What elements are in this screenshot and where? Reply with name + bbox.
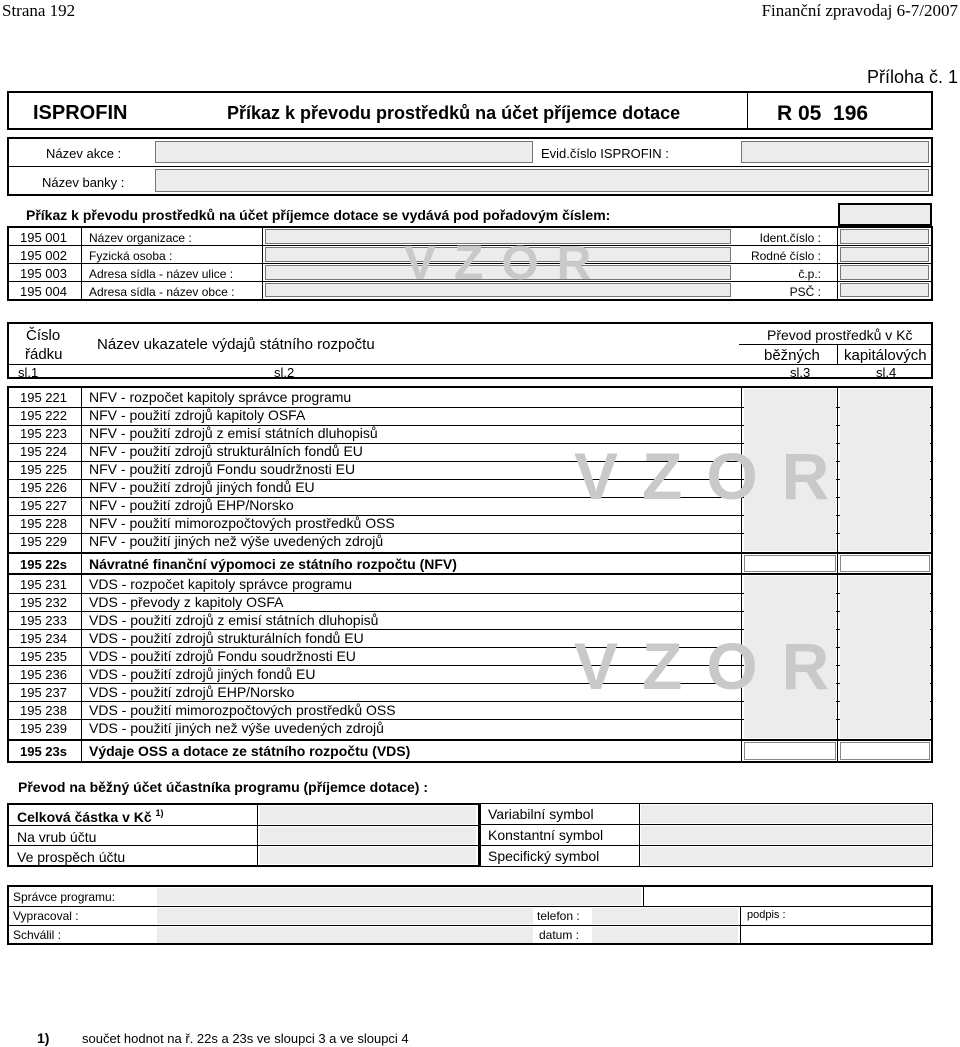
vds-code-5: 195 235 bbox=[20, 649, 67, 664]
vds-label-1: VDS - rozpočet kapitoly správce programu bbox=[89, 576, 352, 592]
vds-label-5: VDS - použití zdrojů Fondu soudržnosti EU bbox=[89, 648, 356, 664]
form-code: R 05 196 bbox=[777, 102, 869, 125]
evid-number-input[interactable] bbox=[741, 141, 929, 163]
nfv-label-4: NFV - použití zdrojů strukturálních fondů EU bbox=[89, 443, 363, 459]
signature-area[interactable] bbox=[741, 907, 929, 943]
watermark-vzor-1: VZOR bbox=[404, 237, 610, 290]
transfer-header: Převod prostředků v Kč bbox=[767, 327, 913, 343]
phone-input[interactable] bbox=[592, 908, 738, 924]
action-name-label: Název akce : bbox=[46, 146, 122, 161]
journal-title: Finanční zpravodaj 6-7/2007 bbox=[761, 1, 958, 20]
nfv-capital-inputs[interactable] bbox=[840, 389, 930, 551]
order-label-2: Fyzická osoba : bbox=[89, 249, 173, 263]
footnote-mark: 1) bbox=[37, 1030, 50, 1046]
current-header: běžných bbox=[764, 347, 820, 364]
vds-code-3: 195 233 bbox=[20, 613, 67, 628]
title-bar bbox=[7, 91, 933, 130]
table-header bbox=[7, 322, 933, 379]
order-right-3: č.p.: bbox=[798, 267, 821, 281]
order-label-3: Adresa sídla - název ulice : bbox=[89, 267, 234, 281]
col1-header: sl.1 bbox=[18, 365, 39, 380]
vds-label-4: VDS - použití zdrojů strukturálních fondů EU bbox=[89, 630, 364, 646]
watermark-vzor-2: VZOR bbox=[574, 439, 854, 513]
vds-code-4: 195 234 bbox=[20, 631, 67, 646]
nfv-label-8: NFV - použití mimorozpočtových prostředků OSS bbox=[89, 515, 395, 531]
watermark-vzor-3: VZOR bbox=[574, 629, 854, 703]
vds-code-6: 195 236 bbox=[20, 667, 67, 682]
variable-symbol-input[interactable] bbox=[641, 805, 931, 823]
indicator-header: Název ukazatele výdajů státního rozpočtu bbox=[97, 336, 375, 353]
program-manager-extra[interactable] bbox=[643, 887, 930, 906]
debit-account-label: Na vrub účtu bbox=[17, 829, 97, 845]
nfv-sum-current[interactable] bbox=[744, 555, 836, 572]
evid-number-label: Evid.číslo ISPROFIN : bbox=[541, 146, 669, 161]
order-code-3: 195 003 bbox=[20, 266, 67, 281]
nfv-sum-label: Návratné finanční výpomoci ze státního rozpočtu (NFV) bbox=[89, 556, 457, 572]
total-amount-label bbox=[17, 809, 164, 824]
prepared-by-input[interactable] bbox=[157, 908, 533, 924]
prepared-by-label: Vypracoval : bbox=[13, 909, 79, 923]
signature-label: podpis : bbox=[747, 909, 786, 921]
row-number-header-2: řádku bbox=[25, 346, 63, 363]
col4-header: sl.4 bbox=[876, 365, 897, 380]
order-label-4: Adresa sídla - název obce : bbox=[89, 285, 235, 299]
action-bank-box bbox=[7, 137, 933, 196]
row-number-header-1: Číslo bbox=[26, 327, 61, 344]
variable-symbol-label: Variabilní symbol bbox=[488, 806, 594, 822]
vds-label-3: VDS - použití zdrojů z emisí státních dluhopisů bbox=[89, 612, 379, 628]
vds-code-9: 195 239 bbox=[20, 721, 67, 736]
nfv-code-1: 195 221 bbox=[20, 390, 67, 405]
nfv-label-2: NFV - použití zdrojů kapitoly OSFA bbox=[89, 407, 306, 423]
order-heading: Příkaz k převodu prostředků na účet příjemce dotace se vydává pod pořadovým číslem: bbox=[26, 207, 611, 223]
program-manager-input[interactable] bbox=[157, 888, 641, 905]
nfv-label-5: NFV - použití zdrojů Fondu soudržnosti EU bbox=[89, 461, 356, 477]
footnote-text: součet hodnot na ř. 22s a 23s ve sloupci 3 a ve sloupci 4 bbox=[82, 1031, 409, 1046]
vds-label-8: VDS - použití mimorozpočtových prostředků OSS bbox=[89, 702, 396, 718]
order-label-1: Název organizace : bbox=[89, 231, 192, 245]
debit-account-input[interactable] bbox=[260, 827, 476, 844]
data-table bbox=[7, 386, 933, 763]
house-number-input[interactable] bbox=[840, 265, 929, 280]
birth-number-input[interactable] bbox=[840, 247, 929, 262]
action-name-input[interactable] bbox=[155, 141, 533, 163]
nfv-code-5: 195 225 bbox=[20, 462, 67, 477]
order-code-4: 195 004 bbox=[20, 284, 67, 299]
attachment-label: Příloha č. 1 bbox=[866, 67, 958, 87]
order-number-input[interactable] bbox=[838, 203, 932, 226]
zip-input[interactable] bbox=[840, 283, 929, 297]
approved-by-label: Schválil : bbox=[13, 928, 62, 942]
nfv-label-7: NFV - použití zdrojů EHP/Norsko bbox=[89, 497, 294, 513]
total-amount-input[interactable] bbox=[260, 806, 476, 824]
vds-capital-inputs[interactable] bbox=[840, 576, 930, 738]
nfv-code-7: 195 227 bbox=[20, 498, 67, 513]
col2-header: sl.2 bbox=[274, 365, 295, 380]
vds-label-9: VDS - použití jiných než výše uvedených zdrojů bbox=[89, 720, 384, 736]
vds-label-2: VDS - převody z kapitoly OSFA bbox=[89, 594, 284, 610]
vds-sum-current[interactable] bbox=[744, 742, 836, 760]
constant-symbol-input[interactable] bbox=[641, 826, 931, 844]
transfer-heading: Převod na běžný účet účastníka programu (příjemce dotace) : bbox=[18, 779, 428, 795]
credit-account-label: Ve prospěch účtu bbox=[17, 849, 126, 865]
ident-input[interactable] bbox=[840, 229, 929, 244]
vds-label-7: VDS - použití zdrojů EHP/Norsko bbox=[89, 684, 295, 700]
vds-code-7: 195 237 bbox=[20, 685, 67, 700]
nfv-label-3: NFV - použití zdrojů z emisí státních dluhopisů bbox=[89, 425, 378, 441]
capital-header: kapitálových bbox=[844, 347, 927, 364]
vds-code-2: 195 232 bbox=[20, 595, 67, 610]
order-code-1: 195 001 bbox=[20, 230, 67, 245]
total-amount-note: 1) bbox=[155, 808, 164, 818]
specific-symbol-input[interactable] bbox=[641, 847, 931, 865]
order-right-2: Rodné číslo : bbox=[750, 249, 821, 263]
page-number: Strana 192 bbox=[2, 1, 76, 20]
phone-label: telefon : bbox=[537, 909, 580, 923]
vds-code-1: 195 231 bbox=[20, 577, 67, 592]
order-right-1: Ident.číslo : bbox=[759, 231, 821, 245]
vds-sum-code: 195 23s bbox=[20, 744, 67, 759]
approved-by-input[interactable] bbox=[157, 927, 533, 943]
nfv-sum-capital[interactable] bbox=[840, 555, 930, 572]
nfv-sum-code: 195 22s bbox=[20, 557, 67, 572]
form-title: Příkaz k převodu prostředků na účet příjemce dotace bbox=[227, 103, 681, 123]
nfv-code-8: 195 228 bbox=[20, 516, 67, 531]
transfer-left-box bbox=[7, 803, 480, 867]
total-amount-text: Celková částka v Kč bbox=[17, 809, 152, 825]
nfv-code-3: 195 223 bbox=[20, 426, 67, 441]
program-manager-label: Správce programu: bbox=[13, 890, 116, 904]
date-label: datum : bbox=[539, 928, 580, 942]
order-right-4: PSČ : bbox=[789, 285, 821, 299]
nfv-code-2: 195 222 bbox=[20, 408, 67, 423]
admin-box bbox=[7, 885, 933, 945]
transfer-right-box bbox=[480, 803, 933, 867]
date-input[interactable] bbox=[592, 927, 738, 943]
nfv-label-9: NFV - použití jiných než výše uvedených zdrojů bbox=[89, 533, 384, 549]
order-box bbox=[7, 226, 933, 301]
credit-account-input[interactable] bbox=[260, 847, 476, 864]
col3-header: sl.3 bbox=[790, 365, 811, 380]
system-name: ISPROFIN bbox=[33, 102, 128, 124]
vds-code-8: 195 238 bbox=[20, 703, 67, 718]
nfv-code-6: 195 226 bbox=[20, 480, 67, 495]
specific-symbol-label: Specifický symbol bbox=[488, 848, 600, 864]
nfv-label-6: NFV - použití zdrojů jiných fondů EU bbox=[89, 479, 315, 495]
constant-symbol-label: Konstantní symbol bbox=[488, 827, 604, 843]
vds-label-6: VDS - použití zdrojů jiných fondů EU bbox=[89, 666, 316, 682]
nfv-code-4: 195 224 bbox=[20, 444, 67, 459]
order-code-2: 195 002 bbox=[20, 248, 67, 263]
bank-name-input[interactable] bbox=[155, 169, 929, 192]
nfv-label-1: NFV - rozpočet kapitoly správce programu bbox=[89, 389, 352, 405]
bank-name-label: Název banky : bbox=[42, 175, 125, 190]
vds-sum-label: Výdaje OSS a dotace ze státního rozpočtu (VDS) bbox=[89, 743, 411, 759]
nfv-code-9: 195 229 bbox=[20, 534, 67, 549]
vds-sum-capital[interactable] bbox=[840, 742, 930, 760]
